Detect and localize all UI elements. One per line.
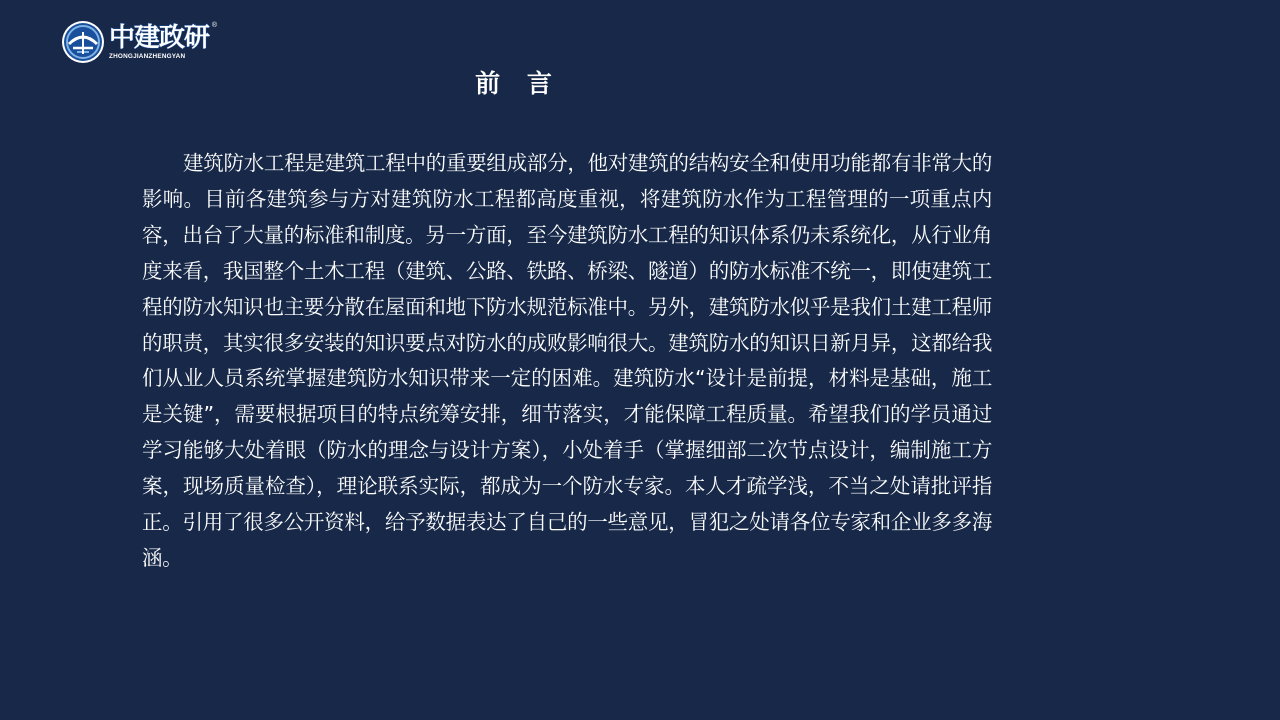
preface-paragraph: 建筑防水工程是建筑工程中的重要组成部分，他对建筑的结构安全和使用功能都有非常大的影响。目前各建筑参与方对建筑防水工程都高度重视，将建筑防水作为工程管理的一项重点内容，出台了大量的标准和制度。另一方面，至今建筑防水工程的知识体系仍未系统化，从行业角度来看，我国整个土木工程（建筑、公路、铁路、桥梁、隧道）的防水标准不统一，即使建筑工程的防水知识也主要分散在屋面和地下防水规范标准中。另外，建筑防水似乎是我们土建工程师的职责，其实很多安装的知识要点对防水的成败影响很大。建筑防水的知识日新月异，这都给我们从业人员系统掌握建筑防水知识带来一定的困难。建筑防水“设计是前提，材料是基础，施工是关键”，需要根据项目的特点统筹安排，细节落实，才能保障工程质量。希望我们的学员通过学习能够大处着眼（防水的理念与设计方案），小处着手（掌握细部二次节点设计，编制施工方案，现场质量检查），理论联系实际，都成为一个防水专家。本人才疏学浅，不当之处请批评指正。引用了很多公开资料，给予数据表达了自己的一些意见，冒犯之处请各位专家和企业多多海涵。 (142, 151, 992, 570)
logo-name-cn: 中建政研 (109, 22, 210, 53)
zhongjian-emblem-icon (61, 20, 105, 64)
logo-name-en: ZHONGJIANZHENGYAN (109, 52, 186, 60)
company-logo (61, 19, 218, 65)
logo-wordmark (109, 21, 218, 61)
page-title: 前 言 (475, 69, 561, 98)
registered-mark: ® (211, 21, 218, 29)
